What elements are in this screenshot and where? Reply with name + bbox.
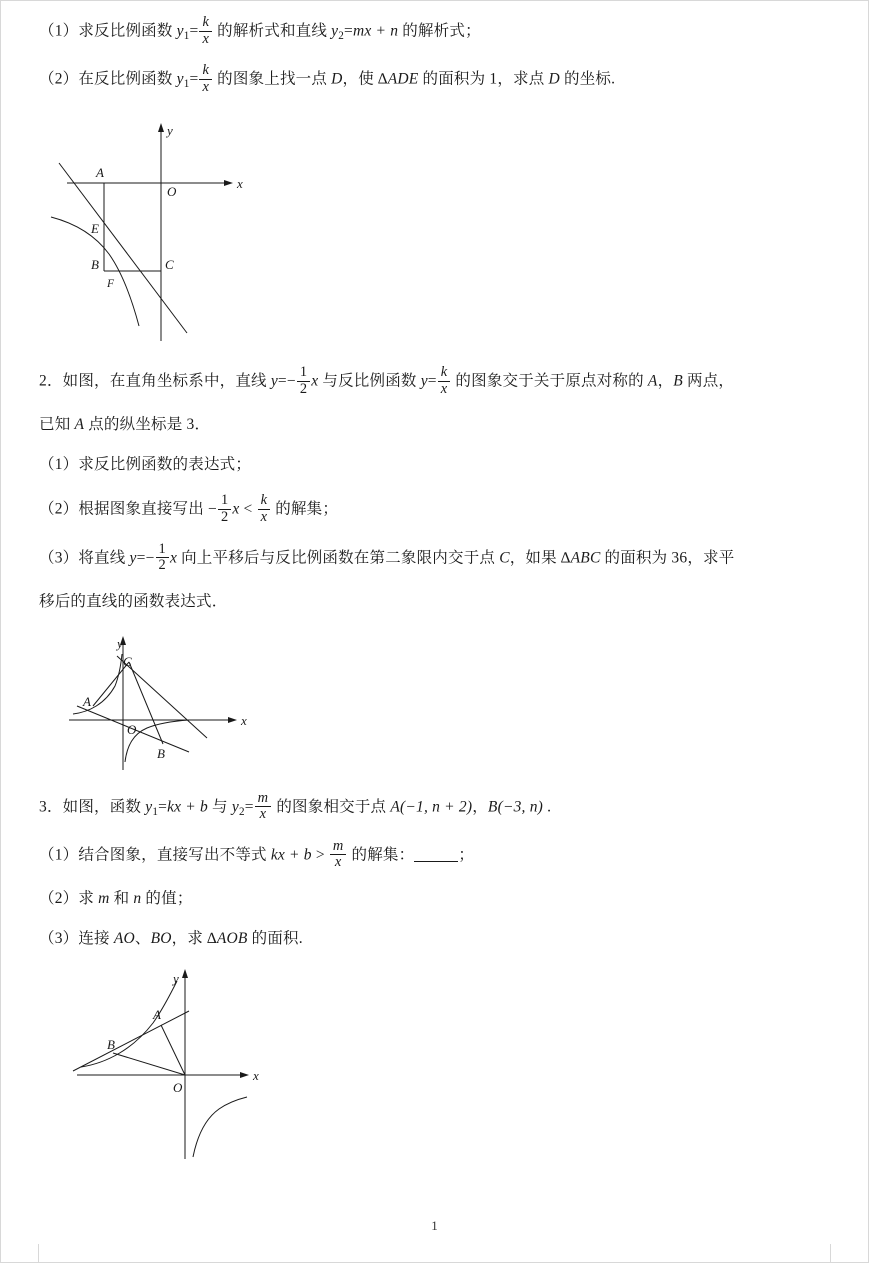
q3-part2-m: m [98, 889, 110, 907]
svg-text:x: x [241, 712, 247, 728]
q2-stem-line2 [39, 413, 839, 437]
answer-blank[interactable] [414, 847, 458, 862]
q2-part3-triangle: ∆ABC [560, 549, 601, 567]
q3-part3 [39, 927, 839, 951]
svg-text:A: A [96, 165, 104, 181]
q2-stem-y2: y [420, 372, 428, 390]
q1-part2-point-d: D [331, 70, 343, 88]
q2-part3 [39, 542, 839, 574]
q2-stem-frac2-num: k [440, 364, 448, 381]
svg-text:O: O [167, 184, 177, 200]
q3-stem-point-b: B(−3, n) [487, 798, 544, 816]
q2-part2-frac-den: 2 [218, 509, 231, 526]
svg-text:x: x [237, 176, 243, 192]
svg-text:B: B [91, 257, 99, 273]
q2-stem-comma: ， [657, 372, 674, 390]
q1-part1-y1-sub: 1 [183, 29, 190, 42]
q2-part3-frac-den: 2 [156, 557, 169, 574]
q1-part1-suffix: 的解析式； [398, 22, 481, 40]
q2-stem-frac-num: 1 [299, 364, 308, 381]
q1-part2-suffix: 的坐标. [559, 70, 616, 88]
q3-stem-y2: y [231, 798, 239, 816]
q2-stem-fraction-half [297, 365, 310, 397]
q1-part1-y1: y [176, 22, 184, 40]
q3-stem-eq: = [158, 798, 168, 816]
q3-stem-y1: y [145, 798, 153, 816]
q3-part3-comma: 、 [134, 929, 151, 947]
svg-text:O: O [127, 721, 137, 737]
q2-part3-b: 向上平移后与反比例函数在第二象限内交于点 [177, 549, 500, 567]
page-number: 1 [431, 1218, 438, 1233]
q1-part2-mid3: 的面积为 1，求点 [418, 70, 549, 88]
q3-stem-b: 的图象相交于点 [272, 798, 391, 816]
footer-rule-left [38, 1244, 39, 1262]
q2-part3-minus: − [145, 549, 155, 567]
q2-stem-eq: = [277, 372, 287, 390]
svg-text:y: y [117, 635, 123, 651]
q2-part2-a: （2）根据图象直接写出 [39, 501, 209, 519]
svg-text:E: E [91, 221, 99, 237]
q2-stem-line2-point-a: A [74, 416, 85, 434]
svg-text:C: C [165, 257, 174, 273]
svg-text:A: A [153, 1006, 161, 1022]
svg-text:A: A [83, 693, 91, 709]
q1-part1-eq2: = [344, 22, 353, 40]
q3-part2-n: n [133, 889, 142, 907]
q3-part2 [39, 887, 839, 911]
q3-part1-b: 的解集： [347, 846, 415, 864]
q3-part3-bo: BO [150, 929, 172, 947]
q3-part1-frac-den: x [330, 854, 347, 871]
q2-part2 [39, 493, 839, 525]
q2-stem-eq2: = [427, 372, 437, 390]
q2-stem-y: y [270, 372, 278, 390]
q1-part1-mid: 的解析式和直线 [213, 22, 332, 40]
q1-part1-eq: = [189, 22, 199, 40]
q2-part3-eq: = [136, 549, 146, 567]
q1-part2-point-d2: D [548, 70, 560, 88]
q2-part3-d: 的面积为 36，求平 [600, 549, 735, 567]
q3-stem-fraction-mx [255, 791, 272, 823]
svg-text:B: B [157, 745, 165, 761]
q2-part2-frac2-num: k [260, 492, 268, 509]
q2-part3-c: ，如果 [509, 549, 561, 567]
q2-stem-x: x [311, 372, 319, 390]
q2-stem-b: 与反比例函数 [318, 372, 421, 390]
figure-1 [39, 111, 839, 351]
q3-part3-triangle: ∆AOB [207, 929, 248, 947]
q2-part3-a: （3）将直线 [39, 549, 130, 567]
q2-stem-a: 2．如图，在直角坐标系中，直线 [39, 372, 271, 390]
q2-part2-x: x [232, 501, 240, 519]
q1-part2-y1: y [176, 70, 184, 88]
svg-text:x: x [253, 1067, 259, 1083]
q3-part3-b: ，求 [171, 929, 208, 947]
q3-part3-ao: AO [113, 929, 135, 947]
q1-part2-y1-sub: 1 [183, 77, 190, 90]
q2-part1-text: （1）求反比例函数的表达式； [39, 456, 252, 474]
svg-text:y: y [173, 970, 179, 986]
q3-stem-eq2: = [244, 798, 254, 816]
q3-stem-kxb: kx + b [167, 798, 208, 816]
q3-part2-a: （2）求 [39, 889, 99, 907]
q1-part2-prefix: （2）在反比例函数 [39, 70, 177, 88]
q1-part2-frac-den: x [199, 79, 212, 96]
q2-stem-line2-b: 点的纵坐标是 3． [84, 416, 211, 434]
q3-stem-y1-sub: 1 [152, 805, 159, 818]
q3-stem-with: 与 [207, 798, 232, 816]
q2-stem-d: 两点， [682, 372, 735, 390]
q1-part1-y2: y [331, 22, 339, 40]
q1-part1-prefix: （1）求反比例函数 [39, 22, 177, 40]
q3-part1-a: （1）结合图象，直接写出不等式 [39, 846, 271, 864]
q2-part2-fraction-half [218, 493, 231, 525]
q2-part2-frac-num: 1 [220, 492, 229, 509]
q1-part2-fraction [199, 63, 212, 95]
footer-rule-right [830, 1244, 831, 1262]
q2-stem-minus: − [286, 372, 296, 390]
q1-part1-frac-den: x [199, 31, 212, 48]
q3-stem-y2-sub: 2 [238, 805, 245, 818]
q3-stem-a: 3．如图，函数 [39, 798, 146, 816]
q1-part2-triangle: ∆ADE [378, 70, 419, 88]
svg-text:O: O [173, 1079, 183, 1095]
q3-stem-frac-num: m [257, 789, 269, 806]
q2-stem [39, 365, 839, 397]
q2-part3-line2 [39, 590, 839, 614]
q3-stem-frac-den: x [255, 806, 272, 823]
q1-part1-mxn: mx + n [352, 22, 399, 40]
q2-stem-c: 的图象交于关于原点对称的 [451, 372, 648, 390]
q2-part3-frac-num: 1 [158, 540, 166, 557]
q2-part1 [39, 453, 839, 477]
q2-stem-frac-den: 2 [297, 381, 310, 398]
q2-part2-lt: < [239, 501, 257, 519]
q3-part2-and: 和 [109, 889, 134, 907]
svg-text:y: y [167, 123, 173, 139]
q3-part1-frac-num: m [332, 837, 344, 854]
q3-stem-comma: ， [472, 798, 488, 816]
q3-stem-end: . [543, 798, 552, 816]
q2-stem-fraction-kx [438, 365, 451, 397]
q3-part1-fraction-mx [330, 839, 347, 871]
q3-part1-kxb: kx + b [270, 846, 312, 864]
q2-stem-point-b: B [673, 372, 683, 390]
q1-part2 [39, 63, 839, 95]
q2-part2-frac2-den: x [258, 509, 271, 526]
svg-text:B: B [107, 1036, 115, 1052]
svg-text:F: F [107, 278, 115, 291]
q2-stem-point-a: A [647, 372, 658, 390]
q2-part3-point-c: C [499, 549, 510, 567]
q2-part2-b: 的解集； [271, 501, 339, 519]
q3-part1 [39, 839, 839, 871]
q3-part3-c: 的面积. [247, 929, 303, 947]
q2-part2-fraction-kx [258, 493, 271, 525]
q1-part1-y2-sub: 2 [338, 29, 345, 42]
q3-part1-end: ； [458, 846, 475, 864]
q1-part2-mid2: ，使 [342, 70, 379, 88]
q3-stem-point-a: A(−1, n + 2) [390, 798, 473, 816]
q2-stem-frac2-den: x [438, 381, 451, 398]
q2-part3-y: y [129, 549, 137, 567]
document-content [39, 15, 839, 1167]
q2-part3-x: x [169, 549, 178, 567]
q1-part1 [39, 15, 839, 47]
svg-text:C: C [123, 653, 132, 669]
q2-part2-minus: − [208, 501, 217, 519]
figure-2 [39, 630, 839, 775]
q1-part2-eq: = [189, 70, 199, 88]
q1-part2-frac-num: k [202, 62, 210, 79]
q2-part3-line2-text: 移后的直线的函数表达式． [39, 592, 228, 610]
q3-stem [39, 791, 839, 823]
q1-part2-mid: 的图象上找一点 [213, 70, 332, 88]
q3-part3-a: （3）连接 [39, 929, 114, 947]
q2-stem-line2-a: 已知 [39, 416, 75, 434]
q3-part2-b: 的值； [141, 889, 193, 907]
q1-part1-fraction [199, 15, 212, 47]
figure-3 [39, 967, 839, 1167]
q3-part1-gt: > [311, 846, 329, 864]
q1-part1-frac-num: k [202, 14, 210, 30]
q2-part3-fraction-half [156, 542, 169, 574]
